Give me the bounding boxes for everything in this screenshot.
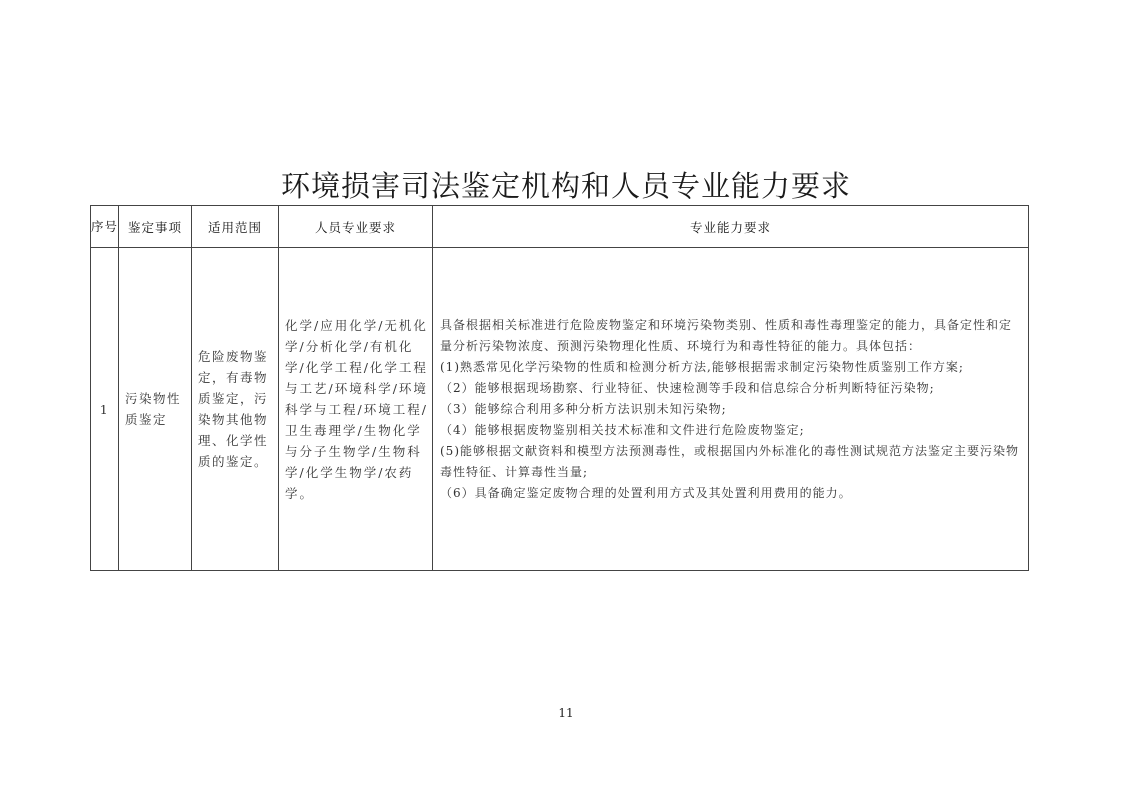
capability-item-1: (1)熟悉常见化学污染物的性质和检测分析方法,能够根据需求制定污染物性质鉴别工作方案; (440, 359, 964, 374)
staff-text: 化学/应用化学/无机化学/分析化学/有机化学/化学工程/化学工程与工艺/环境科学/环境科学与工程/环境工程/卫生毒理学/生物化学与分子生物学/生物科学/化学生物学/农药学。 (285, 317, 428, 501)
item-text: 污染物性质鉴定 (125, 391, 182, 427)
page-number: 11 (558, 706, 574, 720)
header-item: 鉴定事项 (119, 206, 192, 248)
cell-item (119, 248, 192, 571)
capability-intro: 具备根据相关标准进行危险废物鉴定和环境污染物类别、性质和毒性毒理鉴定的能力，具备定性和定量分析污染物浓度、预测污染物理化性质、环境行为和毒性特征的能力。具体包括： (440, 317, 1013, 353)
table-header-row (91, 206, 1029, 248)
cell-staff (279, 248, 433, 571)
capability-item-6: （6）具备确定鉴定废物合理的处置利用方式及其处置利用费用的能力。 (440, 485, 852, 500)
capability-item-3: （3）能够综合利用多种分析方法识别未知污染物; (440, 401, 727, 416)
capability-item-5: (5)能够根据文献资料和模型方法预测毒性，或根据国内外标准化的毒性测试规范方法鉴定主要污染物毒性特征、计算毒性当量; (440, 443, 1020, 479)
page-title: 环境损害司法鉴定机构和人员专业能力要求 (280, 169, 851, 203)
scope-text: 危险废物鉴定，有毒物质鉴定，污染物其他物理、化学性质的鉴定。 (198, 349, 269, 469)
capability-item-4: （4）能够根据废物鉴别相关技术标准和文件进行危险废物鉴定; (440, 422, 805, 437)
cell-scope (192, 248, 279, 571)
cell-capability (433, 248, 1029, 571)
table-row (91, 248, 1029, 571)
header-scope: 适用范围 (192, 206, 279, 248)
capability-item-2: （2）能够根据现场勘察、行业特征、快速检测等手段和信息综合分析判断特征污染物; (440, 380, 935, 395)
requirements-table (90, 205, 1029, 571)
header-staff: 人员专业要求 (279, 206, 433, 248)
header-capability: 专业能力要求 (433, 206, 1029, 248)
capability-text (433, 315, 1028, 504)
header-seq: 序号 (91, 206, 119, 248)
seq-text: 1 (99, 401, 110, 417)
cell-seq (91, 248, 119, 571)
